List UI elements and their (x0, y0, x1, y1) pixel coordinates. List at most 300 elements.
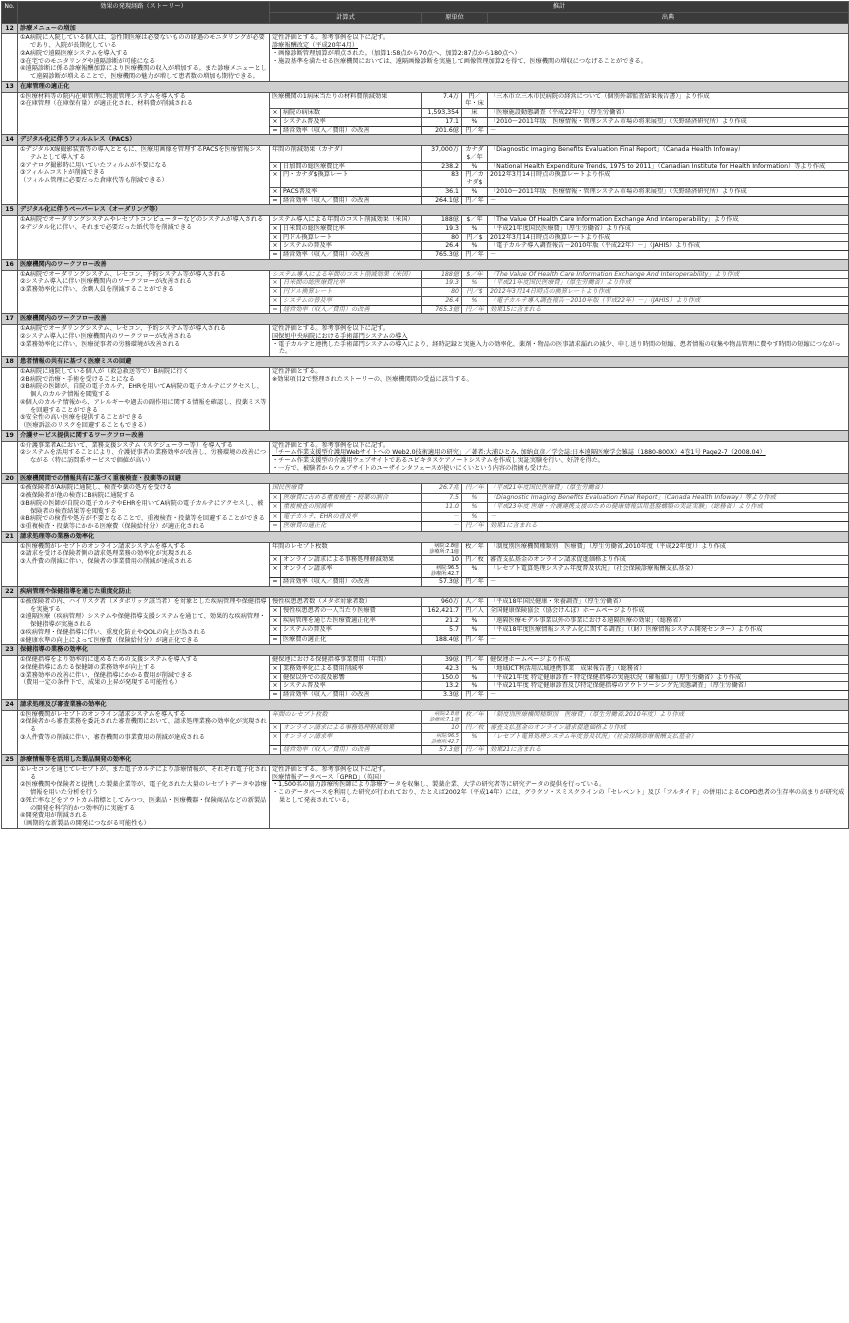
calc-row (2, 146, 849, 163)
calc-source: 「Diagnostic Imaging Benefits Evaluation Final Report」（Canada Health Infoway）等より作成 (488, 493, 849, 503)
calc-operator: × (270, 512, 281, 522)
calc-label: 医療費に占める重複検査・投薬の割合 (281, 493, 422, 503)
section-number: 18 (2, 357, 18, 368)
calc-label: PACS普及率 (281, 187, 422, 196)
calc-unit: 枚／年 (462, 542, 488, 556)
calc-operator: × (270, 607, 281, 617)
calc-value: 188億 (422, 270, 462, 279)
calc-operator: = (270, 635, 281, 645)
note-line: ・一方で、被験者からウェブサイトのユーザインタフェースが使いにくいという内容の指摘も受けた。 (272, 464, 555, 472)
qualitative-row (2, 765, 849, 828)
section-header-row (2, 357, 849, 368)
calc-label: 医療費の適正化 (281, 522, 422, 532)
story-line: ②在庫管理（在庫保有量）が適正化され、材料費が削減される (20, 100, 193, 108)
calc-label: 医療費の適正化 (281, 635, 422, 645)
story-line: ②請求を受ける保険者側の請求処理業務の効率化が実現される (20, 550, 193, 558)
section-title: 診療情報等を活用した製品開発の効率化 (18, 755, 849, 766)
story-line: （医療訴訟のリスクを回避することもできる） (20, 422, 150, 429)
calc-unit: 枚／年 (462, 710, 488, 724)
story-line: ①被保険者がA病院に通院し、検査や薬の処方を受ける (20, 484, 173, 492)
calc-label: 経営効率（収入／費用）の改善 (281, 126, 422, 135)
calc-unit: % (462, 242, 488, 251)
qualitative-row (2, 441, 849, 473)
calc-unit: 円／$ (462, 288, 488, 297)
calc-value: 765.3億 (422, 305, 462, 314)
calc-unit: % (462, 187, 488, 196)
story-line: ①医療機関がレセプトのオンライン請求システムを導入する (20, 710, 186, 718)
header-formula: 計算式 (270, 12, 422, 23)
calc-operator: × (270, 162, 281, 171)
calc-operator: × (270, 682, 281, 691)
story-line: ③B病院の医師が、自院の電子カルテ、EHRを用いてA病院の電子カルテにアクセスし、個人のカルテ情報を閲覧する (20, 383, 263, 398)
section-title: 医療機関内のワークフロー改善 (18, 314, 849, 325)
qualitative-row (2, 325, 849, 357)
story-cell (18, 216, 270, 260)
qualitative-note (270, 325, 849, 357)
calc-operator: × (270, 117, 281, 126)
story-line: ③疾病管理・保健指導に伴い、重度化防止やQOLの向上が為される (20, 628, 206, 636)
story-line: ③業務効率化に伴い、医療従事者の労務環境が改善される (20, 340, 181, 348)
calc-label: 円ドル換算レート (281, 233, 422, 242)
story-line: ①A病院に通院している個人が（救急救送等で）B病院に行く (20, 367, 189, 375)
calc-row (2, 92, 849, 109)
calc-unit: % (462, 616, 488, 626)
document-page (1, 1, 848, 829)
section-number: 23 (2, 645, 18, 656)
calc-source: 「制度別医療機関種類別 医療費」（厚生労働省,2010年度）より作成 (488, 710, 849, 724)
calc-label: オンライン請求率 (281, 564, 422, 578)
calc-source: 「制度別医療機関種類別 医療費」（厚生労働省,2010年度（平成22年度））より作成 (488, 542, 849, 556)
section-title: 医療機関内のワークフロー改善 (18, 259, 849, 270)
story-line: ③業務効率の改善に伴い、保健指導にかかる費用が削減できる (20, 671, 193, 679)
story-line: ②遠隔医療（疾病管理）システムや保健指導支援システムを通じて、効果的な疾病管理・保健指導が実施される (20, 613, 266, 628)
calc-value: 264.1億 (422, 196, 462, 205)
story-cell (18, 765, 270, 828)
calc-label: システムの普及率 (281, 626, 422, 636)
no-spacer (2, 325, 18, 357)
calc-base-label: 健保連における保健指導事業費用（年間） (270, 656, 422, 665)
calc-value: 162,421.7 (422, 607, 462, 617)
calc-label: 経営効率（収入／費用）の改善 (281, 196, 422, 205)
calc-operator: × (270, 626, 281, 636)
section-header-row (2, 135, 849, 146)
calc-label: システムの普及率 (281, 296, 422, 305)
calc-source: 全国健康保険協会（協会けんぽ）ホームページより作成 (488, 607, 849, 617)
calc-source: － (488, 691, 849, 700)
calc-unit: % (462, 296, 488, 305)
story-line: ②システム導入に伴い医療機関内のワークフローが改善される (20, 278, 192, 286)
calc-operator: = (270, 126, 281, 135)
calc-value: 病院:2.8億 診療所:7.1億 (422, 710, 462, 724)
story-line: ②アナログ撮影時に用いていたフィルムが不要になる (20, 161, 168, 169)
no-spacer (2, 765, 18, 828)
section-title: デジタル化に伴うペーパーレス（オーダリング等） (18, 205, 849, 216)
calc-value: － (422, 522, 462, 532)
story-line: ②システム導入に伴い医療機関内のワークフローが改善される (20, 332, 192, 340)
section-header-row (2, 81, 849, 92)
calc-unit: % (462, 673, 488, 682)
no-spacer (2, 441, 18, 473)
calc-unit: % (462, 493, 488, 503)
section-title: 介護サービス提供に関するワークフロー改善 (18, 430, 849, 441)
calc-source: 「平成21年度 特定健康診査及び特定保健指導のアウトソーシング先実態調査」（厚生労働省） (488, 682, 849, 691)
calc-base-label: 年間の削減効果（カナダ） (270, 146, 422, 163)
calc-operator: × (270, 279, 281, 288)
calc-operator: = (270, 251, 281, 260)
calc-source: 「レセプト電算処理システム年度普及状況」（社会保険診療報酬支払基金） (488, 732, 849, 746)
section-number: 17 (2, 314, 18, 325)
section-header-row (2, 23, 849, 34)
calc-unit: % (462, 682, 488, 691)
calc-value: 188.4億 (422, 635, 462, 645)
story-line: （フィルム管理に必要だった倉庫代等も削減できる） (20, 177, 168, 184)
calc-value: 960万 (422, 597, 462, 607)
calc-label: 円ドル換算レート (281, 288, 422, 297)
calc-label: 疾病管理を通じた医療費適正化率 (281, 616, 422, 626)
calc-operator: × (270, 564, 281, 578)
calc-value: 1,593,354 (422, 109, 462, 118)
no-spacer (2, 34, 18, 82)
calc-value: 病院:96.5 診療所:42.7 (422, 564, 462, 578)
effects-table (1, 1, 849, 829)
story-line: ②医療機関や保険者と提携した製薬企業等が、電子化された大量のレセプトデータや診療情報を用いた分析を行う (20, 781, 267, 796)
no-spacer (2, 146, 18, 205)
qualitative-note (270, 441, 849, 473)
calc-value: 26.4 (422, 296, 462, 305)
calc-value: 80 (422, 233, 462, 242)
calc-label: 円・カナダ$換算レート (281, 171, 422, 188)
calc-operator: × (270, 288, 281, 297)
no-spacer (2, 216, 18, 260)
calc-operator: = (270, 746, 281, 755)
calc-unit: % (462, 279, 488, 288)
calc-value: 13.2 (422, 682, 462, 691)
calc-value: 19.3 (422, 279, 462, 288)
section-title: 在庫管理の適正化 (18, 81, 849, 92)
calc-operator: × (270, 673, 281, 682)
note-line: ・このデータベースを利用した研究が行われており、たとえば2002年（平成14年）には、グラクソ・スミスクラインの「セレベント」及び「フルタイド」の併用によるCOPD患者の生存率の高まりが研究成果として発表されている。 (272, 789, 845, 804)
no-spacer (2, 542, 18, 587)
calc-value: 21.2 (422, 616, 462, 626)
note-line: 国保旭中央病院における手術部門システムの導入 (272, 332, 408, 340)
calc-unit: 円／枚 (462, 556, 488, 565)
calc-source: 審査支払基金のオンライン請求促進価格より作成 (488, 556, 849, 565)
calc-operator: = (270, 578, 281, 587)
calc-unit: 円／年 (462, 656, 488, 665)
story-line: ③死亡率などをアウトカム指標としてみつつ、医薬品・医療機器・保険商品などの新製品の開発を科学的かつ効率的に実施する (20, 796, 267, 812)
calc-row (2, 597, 849, 607)
story-line: ④遠隔診断に係る診療報酬加算により医療機関の収入が増加する。また診療メニューとして遠隔診断が増えることで、医療機関の魅力が増して患者数の増加も期待できる。 (20, 65, 267, 80)
story-cell (18, 270, 270, 314)
story-line: ②B病院で治療・手術を受けることになる (20, 375, 135, 383)
calc-source: 効果15に含まれる (488, 305, 849, 314)
note-line: 診療報酬改定（平成20年4月） (272, 42, 359, 49)
calc-label: 日米間の総医療費比率 (281, 279, 422, 288)
calc-value: 765.3億 (422, 251, 462, 260)
calc-label: 健保以外での波及影響 (281, 673, 422, 682)
calc-operator: × (270, 503, 281, 513)
no-spacer (2, 92, 18, 135)
calc-value: 36.1 (422, 187, 462, 196)
section-number: 25 (2, 755, 18, 766)
calc-value: 37,000万 (422, 146, 462, 163)
calc-source: 効果21に含まれる (488, 746, 849, 755)
story-cell (18, 367, 270, 430)
calc-source: 「医療施設動態調査（平成22年）」（厚生労働省） (488, 109, 849, 118)
story-line: ①デジタルX線撮影装置等の導入とともに、医療用画像を管理するPACSを医療情報システムとして導入する (20, 146, 262, 161)
story-line: ④健康水準の向上によって医療費（保険給付分）が適正化できる (20, 636, 199, 644)
qualitative-note (270, 34, 849, 82)
calc-source: 「地域ICT利活用広域連携事業 成果報告書」（総務省） (488, 664, 849, 673)
calc-value: 19.3 (422, 224, 462, 233)
calc-label: 日米間の総医療費比率 (281, 224, 422, 233)
section-number: 21 (2, 531, 18, 542)
section-number: 15 (2, 205, 18, 216)
qualitative-note (270, 367, 849, 430)
section-number: 22 (2, 587, 18, 598)
story-line: ①A病院に入院している個人は、急性期医療は必要ないものの経過のモニタリングが必要であり、入院が長期化している (20, 34, 265, 49)
calc-operator: = (270, 522, 281, 532)
story-cell (18, 441, 270, 473)
header-unit-value: 原単位 (422, 12, 488, 23)
calc-row (2, 542, 849, 556)
calc-unit: % (462, 503, 488, 513)
calc-source: 「平成21年度国民医療費」（厚生労働省） (488, 484, 849, 494)
calc-operator: × (270, 556, 281, 565)
calc-unit: % (462, 564, 488, 578)
calc-operator: = (270, 691, 281, 700)
section-title: 患者情報の共有に基づく医療ミスの回避 (18, 357, 849, 368)
calc-value: 病院:2.8億 診療所:7.1億 (422, 542, 462, 556)
calc-source: － (488, 578, 849, 587)
section-title: 請求処理及び審査業務の効率化 (18, 699, 849, 710)
calc-source: 「National Health Expenditure Trends, 1975 to 2011」（Canadian Institute for Health Information）等より作成 (488, 162, 849, 171)
qualitative-row (2, 34, 849, 82)
story-line: ③フィルムコストが削減できる (20, 169, 106, 177)
calc-source: － (488, 126, 849, 135)
story-line: ③人件費等の削減に伴い、審査機関の事業費用の削減が達成される (20, 733, 205, 741)
calc-base-label: 慢性疾患患者数（メタボ対象者数） (270, 597, 422, 607)
section-header-row (2, 430, 849, 441)
calc-label: 慢性疾患患者の一人当たり医療費 (281, 607, 422, 617)
calc-value: 病院:96.5 診療所:42.7 (422, 732, 462, 746)
calc-value: 201.6億 (422, 126, 462, 135)
calc-base-label: システム導入による年間のコスト削減効果（米国） (270, 270, 422, 279)
note-line: 定性評価とする。参考事例を以下に記す。 (272, 441, 390, 449)
calc-label: オンライン請求による事務処理軽減効果 (281, 724, 422, 733)
section-number: 19 (2, 430, 18, 441)
calc-source: － (488, 251, 849, 260)
calc-label: 経営効率（収入／費用）の改善 (281, 251, 422, 260)
calc-operator: × (270, 493, 281, 503)
note-line: 定性評価とする。参考事例を以下に記す。 (272, 325, 390, 332)
calc-value: 83 (422, 171, 462, 188)
section-number: 13 (2, 81, 18, 92)
header-story: 効果の発現経路（ストーリー） (18, 2, 270, 24)
calc-unit: 円／年 (462, 635, 488, 645)
story-cell (18, 597, 270, 645)
note-line: ※効果項目2で整理されたストーリーの、医療機関間の受益に該当する。 (272, 375, 473, 383)
section-number: 20 (2, 473, 18, 484)
calc-unit: % (462, 117, 488, 126)
header-no: No. (2, 2, 18, 24)
calc-operator: × (270, 171, 281, 188)
calc-unit: $／年 (462, 216, 488, 225)
calc-unit: 円／年 (462, 126, 488, 135)
note-line: 定性評価とする。 (272, 367, 322, 375)
no-spacer (2, 597, 18, 645)
section-number: 16 (2, 259, 18, 270)
calc-label: 業務効率化による費用削減率 (281, 664, 422, 673)
story-line: ④個人のカルテ情報から、アレルギーや過去の副作用に関する情報を確認し、投薬ミス等を回避することができる (20, 398, 267, 414)
calc-unit: % (462, 626, 488, 636)
calc-source: 「平成18年度医療情報システム化に関する調査」（（財）医療情報システム開発センター）より作成 (488, 626, 849, 636)
calc-value: 3.3億 (422, 691, 462, 700)
calc-value: － (422, 512, 462, 522)
calc-label: 経営効率（収入／費用）の改善 (281, 746, 422, 755)
story-cell (18, 710, 270, 755)
calc-label: 経営効率（収入／費用）の改善 (281, 578, 422, 587)
calc-unit: % (462, 512, 488, 522)
story-cell (18, 484, 270, 532)
calc-base-label: 年間のレセプト枚数 (270, 710, 422, 724)
section-number: 12 (2, 23, 18, 34)
header-source: 出典 (488, 12, 849, 23)
calc-value: 11.0 (422, 503, 462, 513)
section-header-row (2, 473, 849, 484)
section-header-row (2, 259, 849, 270)
calc-unit: 円／$ (462, 233, 488, 242)
no-spacer (2, 656, 18, 700)
calc-operator: × (270, 233, 281, 242)
story-cell (18, 542, 270, 587)
calc-unit: 人／年 (462, 597, 488, 607)
calc-source: 「The Value Of Health Care Information Exchange And Interoperability」より作成 (488, 270, 849, 279)
note-line: ・1,500名の協力診療所医師により診療データを収集し、製薬企業、大学の研究者等に研究データの提供を行っている。 (272, 781, 606, 789)
calc-unit: 円／年 (462, 196, 488, 205)
calc-value: 57.3億 (422, 578, 462, 587)
no-spacer (2, 367, 18, 430)
calc-unit: 円／年 (462, 305, 488, 314)
calc-unit: 円／カナダ$ (462, 171, 488, 188)
calc-source: 健保連ホームページより作成 (488, 656, 849, 665)
calc-operator: = (270, 305, 281, 314)
story-cell (18, 92, 270, 135)
calc-value: 188億 (422, 216, 462, 225)
calc-label: システムの普及率 (281, 242, 422, 251)
calc-source: 「The Value Of Health Care Information Exchange And Interoperability」より作成 (488, 216, 849, 225)
story-line: （費用一定の条件下で、成果の上昇が発現する可能性も） (20, 679, 181, 687)
calc-row (2, 484, 849, 494)
calc-source: 「2010～2011年版 医療情報・管理システム市場の将来展望」（矢野経済研究所）より作成 (488, 187, 849, 196)
story-line: ②保険者から審査業務を委託された審査機関において、請求処理業務の効率化が実現される (20, 718, 267, 733)
story-line: ①介護事業者Aにおいて、業務支援システム（スケジューラー等）を導入する (20, 441, 233, 449)
section-number: 24 (2, 699, 18, 710)
calc-value: 26.7兆 (422, 484, 462, 494)
calc-operator: × (270, 296, 281, 305)
calc-label: 電子カルテ、EHRの普及率 (281, 512, 422, 522)
note-line: ・電子カルテと連携した手術部門システムの導入により、経時記録と実施入力の効率化、薬剤・物品の医事請求漏れの減少、申し送り時間の短縮、患者情報の収集や物品管理に費やす時間の短縮につながった。 (272, 340, 841, 356)
story-line: ②デジタル化に伴い、それまで必要だった紙代等を削減できる (20, 223, 193, 231)
section-header-row (2, 645, 849, 656)
calc-label: 日加間の総医療費比率 (281, 162, 422, 171)
section-title: 請求処理等の業務の効率化 (18, 531, 849, 542)
calc-unit: 円／年 (462, 484, 488, 494)
calc-value: 39億 (422, 656, 462, 665)
calc-base-label: 国民医療費 (270, 484, 422, 494)
calc-source: 「電子カルテ導入調査報告－2010年版（平成22年）－」（JAHIS）より作成 (488, 242, 849, 251)
calc-base-label: システム導入による年間のコスト削減効果（米国） (270, 216, 422, 225)
story-line: ③B病院の医師が自院の電子カルテやEHRを用いてA病院の電子カルテにアクセスし、被保険者の検査結果等を閲覧する (20, 499, 264, 515)
story-line: ①レセコンを通じてレセプトが、また電子カルテにより診療情報が、それぞれ電子化される (20, 765, 267, 781)
calc-label: オンライン請求による事務処理軽減効果 (281, 556, 422, 565)
note-line: ・チーム作業支援型の介護用ウェブサイトであるユビキタスケアノートシステムを作成し実証実験を行い、好評を得た。 (272, 457, 605, 464)
calc-value: 10 (422, 556, 462, 565)
story-line: ①保健指導をより効率的に進めるための支援システムを導入する (20, 656, 199, 663)
story-line: ⑤重複検査・投薬等にかかる医療費（保険給付分）が適正化される (20, 523, 205, 530)
calc-source: 効果1に含まれる (488, 522, 849, 532)
calc-unit: 円／年 (462, 691, 488, 700)
calc-value: 42.3 (422, 664, 462, 673)
calc-value: 7.5 (422, 493, 462, 503)
calc-unit: 円／年 (462, 251, 488, 260)
calc-source: 「平成21年度国民医療費」（厚生労働省）より作成 (488, 224, 849, 233)
calc-value: 17.1 (422, 117, 462, 126)
story-line: ③在宅でのモニタリングや遠隔診断が可能になる (20, 57, 156, 65)
calc-unit: カナダ$／年 (462, 146, 488, 163)
calc-operator: × (270, 109, 281, 118)
story-line: ②システムを活用することにより、介護従事者の業務効率が改善し、労務環境の改善につながる（特に訪問系サービスで価値が高い） (20, 449, 267, 464)
calc-source: 「平成21年度国民医療費」（厚生労働省）より作成 (488, 279, 849, 288)
story-line: ③業務効率化に伴い、余剰人員を削減することができる (20, 286, 175, 293)
calc-value: 26.4 (422, 242, 462, 251)
calc-label: 経営効率（収入／費用）の改善 (281, 305, 422, 314)
story-cell (18, 34, 270, 82)
calc-label: システム普及率 (281, 117, 422, 126)
calc-source: 「平成18年国民健康・栄養調査」（厚生労働省） (488, 597, 849, 607)
section-title: 医療機関間での情報共有に基づく重複検査・投薬等の回避 (18, 473, 849, 484)
calc-source: 「レセプト電算処理システム年度普及状況」（社会保険診療報酬支払基金） (488, 564, 849, 578)
calc-row (2, 656, 849, 665)
story-cell (18, 656, 270, 700)
calc-unit: 円／人 (462, 607, 488, 617)
section-title: デジタル化に伴うフィルムレス（PACS） (18, 135, 849, 146)
section-header-row (2, 205, 849, 216)
section-header-row (2, 755, 849, 766)
calc-label: 病院の病床数 (281, 109, 422, 118)
calc-value: 10 (422, 724, 462, 733)
story-cell (18, 146, 270, 205)
calc-operator: × (270, 187, 281, 196)
calc-source: 2012年3月14日時点の換算レートより作成 (488, 233, 849, 242)
calc-label: システム普及率 (281, 682, 422, 691)
story-line: ①A病院でオーダリングシステムやレセプトコンピューターなどのシステムが導入される (20, 216, 264, 223)
story-line: ④開発費用が削減される (20, 812, 88, 820)
calc-operator: × (270, 724, 281, 733)
calc-source: 「電子カルテ導入調査報告－2010年版（平成22年）－」（JAHIS）より作成 (488, 296, 849, 305)
calc-operator: × (270, 242, 281, 251)
calc-operator: × (270, 616, 281, 626)
calc-operator: × (270, 732, 281, 746)
calc-source: 「Diagnostic Imaging Benefits Evaluation Final Report」（Canada Health Infoway） (488, 146, 849, 163)
calc-source: 2012年3月14日時点の換算レートより作成 (488, 288, 849, 297)
story-line: ②保健指導にあたる保健師の業務効率が向上する (20, 663, 156, 671)
note-line: ・施設基準を満たせる医療機関においては、遠隔画像診断を実施して画像管理加算2を得て、医療機関の増収につなげることができる。 (272, 57, 647, 65)
story-line: ②A病院で遠隔医療システムを導入する (20, 49, 129, 57)
calc-unit: 円／年 (462, 746, 488, 755)
note-line: 医療情報データベース「GPRD」（英国） (272, 773, 386, 781)
qualitative-note (270, 765, 849, 828)
